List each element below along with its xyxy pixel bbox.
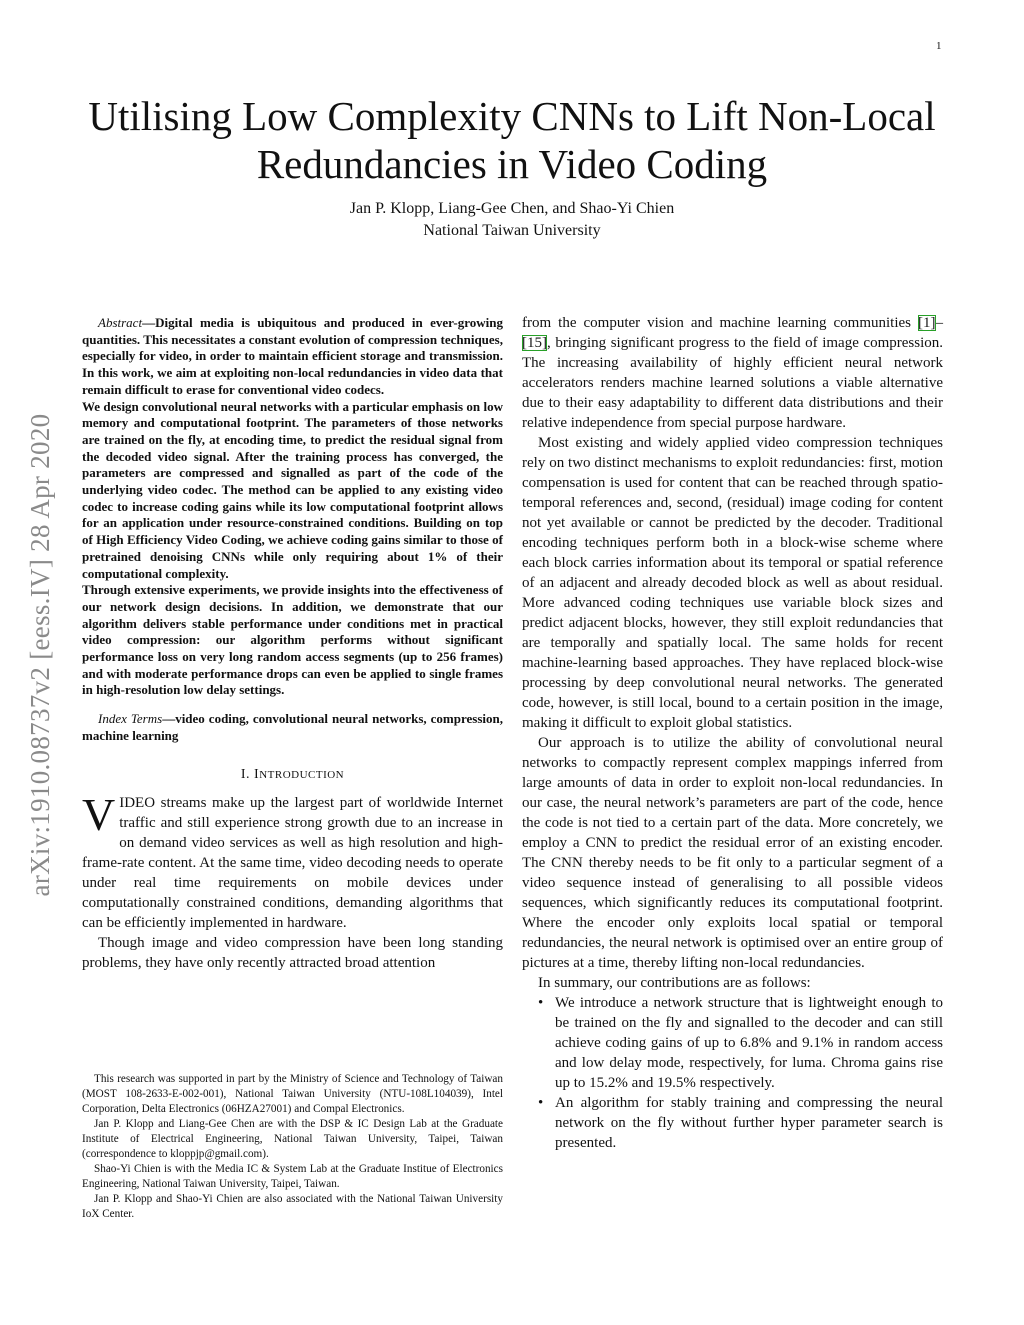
right-text-1-start: from the computer vision and machine learning communities — [522, 315, 911, 331]
drop-cap: V — [82, 788, 116, 840]
page-number: 1 — [936, 40, 942, 52]
contribution-text-1: We introduce a network structure that is lightweight enough to be trained on the fly and signalled to the decoder and can still achieve coding gains of up to 6.8% and 9.1% in random access and low delay mode, respectively, for luma. Chroma gains rise up to 15.2% and 19.5% respectively. — [555, 995, 943, 1091]
index-terms — [82, 711, 503, 744]
title-line-2: Redundancies in Video Coding — [256, 141, 768, 187]
section-heading-introduction — [82, 767, 503, 783]
citation-link-15[interactable]: [15] — [522, 335, 547, 351]
footnote-affiliation-1: Jan P. Klopp and Liang-Gee Chen are with the DSP & IC Design Lab at the Graduate Institute of Electrical Engineering, National Taiwan University, Taipei, Taiwan (correspondence to kloppjp@gmail.com). — [82, 1118, 503, 1160]
right-text-1-end: , bringing significant progress to the field of image compression. The increasing availability of highly efficient neural network accelerators renders machine learned solutions a viable alternative due to their easy adaptability to different data distributions and their relative independence from special purpose hardware. — [522, 335, 943, 431]
list-item — [538, 1093, 943, 1153]
title-line-1: Utilising Low Complexity CNNs to Lift Non-Local — [88, 93, 936, 139]
left-column — [82, 315, 503, 973]
abstract-paragraph-1 — [82, 315, 503, 399]
footnote-affiliation-2: Shao-Yi Chien is with the Media IC & System Lab at the Graduate Institue of Electronics Engineering, National Taiwan University, Taipei, Taiwan. — [82, 1163, 503, 1190]
author-block — [0, 198, 1024, 242]
author-names: Jan P. Klopp, Liang-Gee Chen, and Shao-Yi Chien — [349, 200, 675, 217]
right-paragraph-2: Most existing and widely applied video compression techniques rely on two distinct mechanisms to exploit redundancies: first, motion compensation is used for content that can be reached through spatio-temporal references and, second, (residual) image coding for content not yet available or cannot be predicted by the decoder. Traditional encoding techniques perform both in a block-wise scheme where each block carries information about its temporal or spatial reference of an adjacent and already decoded block as well as about residual. More advanced coding techniques use variable block sizes and predict adjacent blocks, however, they still exploit redundancies that are temporally and spatially local. The same holds for recent machine-learning based approaches. They have replaced block-wise processing by deep convolutional neural networks. The generated code, however, is still local, bound to a certain position in the image, making it difficult to exploit global statistics. — [522, 435, 943, 731]
right-paragraph-1 — [522, 313, 943, 433]
section-title-rest: NTRODUCTION — [259, 768, 345, 781]
right-paragraph-4: In summary, our contributions are as follows: — [538, 975, 811, 991]
citation-range-dash: – — [935, 315, 943, 331]
contribution-list — [522, 993, 943, 1153]
list-item — [538, 993, 943, 1093]
footnote-funding: This research was supported in part by the Ministry of Science and Technology of Taiwan (MOST 108-2633-E-002-001), National Taiwan University (NTU-108L104039), Intel Corporation, Delta Electronics (06HZA27001) and Compal Electronics. — [82, 1073, 503, 1115]
right-column — [522, 313, 943, 1153]
citation-link-1[interactable]: [1] — [918, 315, 936, 331]
footnote-affiliation-3: Jan P. Klopp and Shao-Yi Chien are also associated with the National Taiwan University IoX Center. — [82, 1193, 503, 1220]
index-terms-label: Index Terms — [98, 711, 163, 727]
footnotes — [82, 1072, 503, 1222]
index-terms-text: video coding, convolutional neural networks, compression, machine learning — [82, 711, 503, 743]
section-numeral: I. — [240, 766, 255, 782]
paper-title — [60, 92, 964, 188]
abstract-paragraph-3: Through extensive experiments, we provide insights into the effectiveness of our network design decisions. In addition, we demonstrate that our algorithm delivers stable performance under conditions met in practical video compression: our algorithm performs without significant performance loss on very long random access segments (up to 256 frames) and with moderate performance drops can even be applied to single frames in high-resolution low delay settings. — [82, 582, 503, 698]
right-paragraph-3: Our approach is to utilize the ability of convolutional neural networks to compactly represent complex mappings inferred from large amounts of data in order to exploit non-local redundancies. In our case, the neural network’s parameters are part of the code, hence the code is not tied to a certain part of the data. More concretely, we employ a CNN to predict the residual error of an existing encoder. The CNN thereby needs to be fit only to a particular segment of a video sequence instead of generalising to all possible videos sequences, which significantly reduces its computational footprint. Where the encoder only exploits local spatial or temporal redundancies, the neural network is optimised over an entire group of pictures at a time, thereby lifting non-local redundancies. — [522, 735, 943, 971]
abstract-paragraph-2: We design convolutional neural networks with a particular emphasis on low memory and computational footprint. The parameters of those networks are trained on the fly, at encoding time, to predict the residual signal from the decoded video signal. After the training process has converged, the parameters are compressed and signalled as part of the code of the underlying video codec. The method can be applied to any existing video codec to increase coding gains while its low computational footprint allows for an application under resource-constrained conditions. Building on top of High Efficiency Video Coding, we achieve coding gains similar to those of pretrained denoising CNNs while only requiring about 1% of their computational complexity. — [82, 398, 503, 581]
bullet-icon: • — [538, 1095, 544, 1111]
abstract-text-1: Digital media is ubiquitous and produced in ever-growing quantities. This necessitates a constant evolution of compression techniques, especially for video, in order to maintain efficient storage and transmission. In this work, we aim at exploiting non-local redundancies in video data that remain difficult to erase for conventional video codecs. — [82, 315, 503, 397]
index-terms-dash: — — [162, 711, 176, 727]
abstract — [82, 315, 503, 699]
author-affiliation: National Taiwan University — [423, 222, 601, 239]
bullet-icon: • — [538, 995, 544, 1011]
intro-paragraph-1 — [82, 788, 503, 933]
contribution-text-2: An algorithm for stably training and compressing the neural network on the fly without further hyper parameter search is presented. — [555, 1095, 943, 1151]
abstract-label: Abstract — [98, 315, 143, 330]
arxiv-identifier: arXiv:1910.08737v2 [eess.IV] 28 Apr 2020 — [25, 413, 55, 897]
intro-text-1: IDEO streams make up the largest part of worldwide Internet traffic and still experience strong growth due to an increase in on demand video services as well as high resolution and high-frame-rate content. At the same time, video decoding needs to operate under real time requirements on mobile devices under computationally constrained conditions, demanding algorithms that can be efficiently implemented in hardware. — [82, 794, 503, 931]
section-initial: I — [254, 766, 260, 782]
intro-paragraph-2: Though image and video compression have been long standing problems, they have only recently attracted broad attention — [82, 934, 503, 971]
abstract-dash: — — [142, 315, 156, 330]
